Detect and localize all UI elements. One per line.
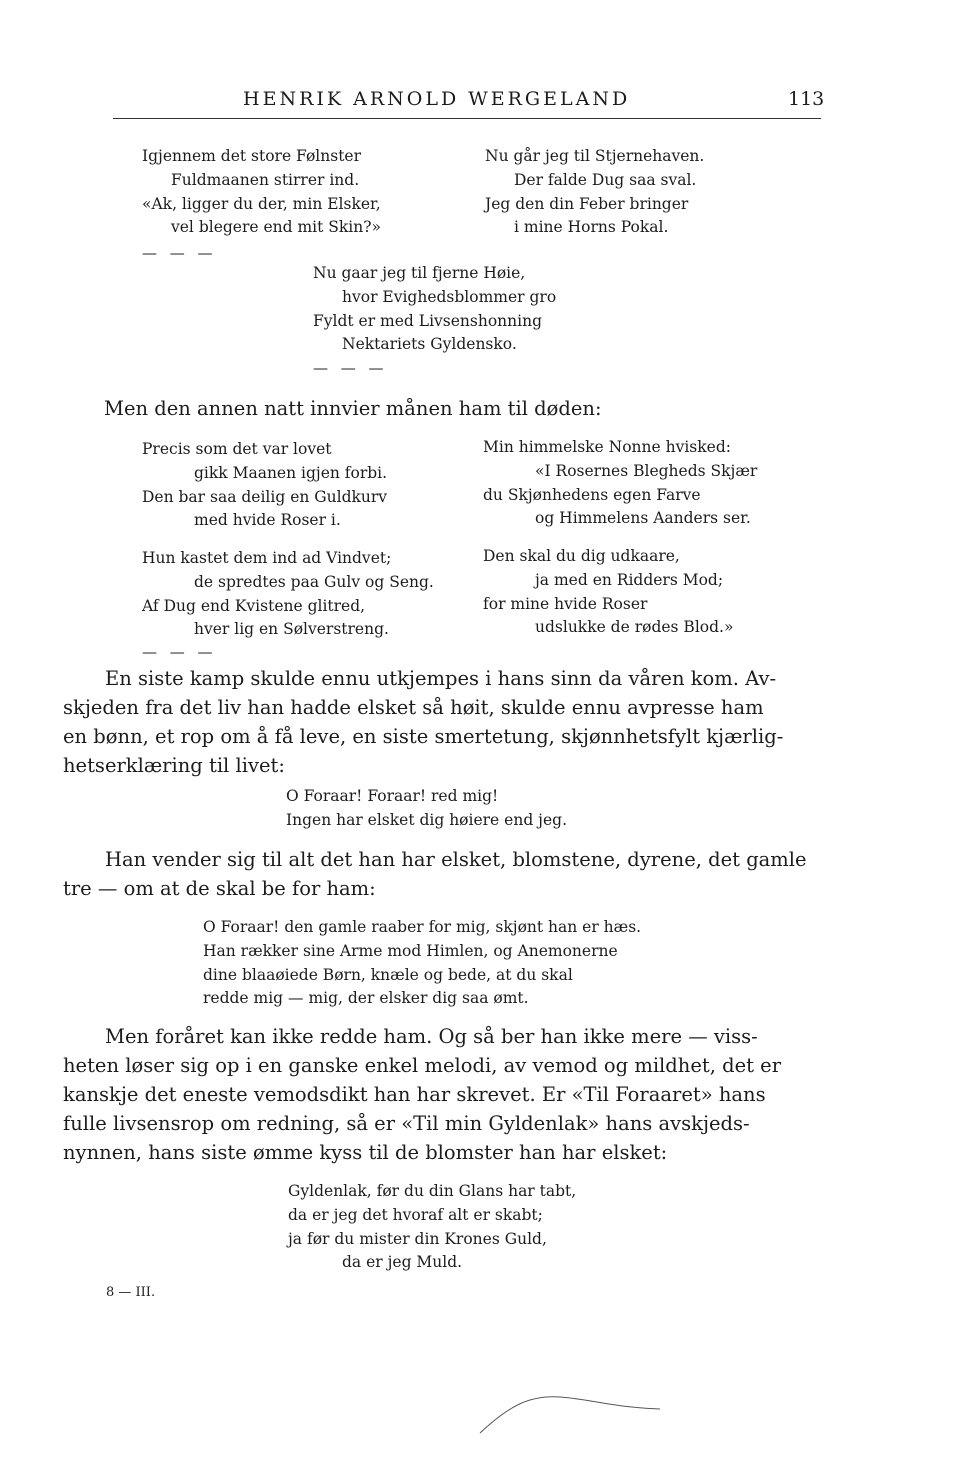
section-separator: — — —: [142, 244, 217, 262]
prose-line: skjeden fra det liv han hadde elsket så høit, skulde ennu avpresse ham: [63, 696, 764, 719]
prose-line: hetserklæring til livet:: [63, 754, 285, 777]
prose-paragraph-1: [104, 394, 602, 423]
verse-line: Fyldt er med Livsenshonning: [313, 311, 542, 330]
prose-line: fulle livsensrop om redning, så er «Til min Gyldenlak» hans avskjeds-: [63, 1112, 750, 1135]
poem5-stanza: [203, 916, 641, 1011]
prose-paragraph-2: [63, 664, 783, 780]
prose-line: tre — om at de skal be for ham:: [63, 877, 376, 900]
verse-line: Precis som det var lovet: [142, 440, 332, 458]
verse-line: hvor Evighedsblommer gro: [342, 287, 557, 306]
poem3-right-stanza-2: [483, 545, 733, 640]
header-rule: [113, 118, 821, 119]
verse-line: Igjennem det store Følnster: [142, 147, 362, 165]
prose-line: en bønn, et rop om å få leve, en siste smertetung, skjønnhetsfylt kjærlig-: [63, 725, 784, 748]
prose-line: Men den annen natt innvier månen ham til døden:: [104, 397, 602, 420]
verse-line: de spredtes paa Gulv og Seng.: [194, 572, 434, 591]
verse-line: ja før du mister din Krones Guld,: [288, 1229, 547, 1248]
pencil-mark: [470, 1385, 690, 1445]
verse-line: ja med en Ridders Mod;: [535, 570, 724, 589]
prose-line: heten løser sig op i en ganske enkel melodi, av vemod og mildhet, det er: [63, 1054, 782, 1077]
verse-line: da er jeg Muld.: [342, 1253, 463, 1272]
prose-line: En siste kamp skulde ennu utkjempes i hans sinn da våren kom. Av-: [105, 667, 777, 690]
verse-line: for mine hvide Roser: [483, 594, 648, 613]
signature-mark: 8 — III.: [106, 1285, 156, 1300]
verse-line: Ingen har elsket dig høiere end jeg.: [286, 810, 567, 829]
verse-line: Hun kastet dem ind ad Vindvet;: [142, 549, 392, 567]
verse-line: «I Rosernes Blegheds Skjær: [535, 461, 758, 480]
verse-line: i mine Horns Pokal.: [514, 218, 669, 237]
verse-line: Nu gaar jeg til fjerne Høie,: [313, 264, 526, 282]
verse-line: dine blaaøiede Børn, knæle og bede, at du skal: [203, 965, 573, 984]
prose-paragraph-4: [63, 1022, 781, 1167]
verse-line: «Ak, ligger du der, min Elsker,: [142, 194, 381, 213]
verse-line: gikk Maanen igjen forbi.: [194, 463, 388, 482]
prose-line: Han vender sig til alt det han har elsket, blomstene, dyrene, det gamle: [105, 848, 807, 871]
verse-line: O Foraar! den gamle raaber for mig, skjønt han er hæs.: [203, 918, 642, 936]
verse-line: du Skjønhedens egen Farve: [483, 485, 701, 504]
verse-line: Nektariets Gyldensko.: [342, 335, 517, 354]
running-header: HENRIK ARNOLD WERGELAND: [243, 88, 631, 110]
verse-line: Af Dug end Kvistene glitred,: [142, 596, 366, 615]
poem6-stanza: [288, 1180, 576, 1275]
verse-line: redde mig — mig, der elsker dig saa ømt.: [203, 989, 529, 1008]
verse-line: Min himmelske Nonne hvisked:: [483, 438, 731, 456]
verse-line: da er jeg det hvoraf alt er skabt;: [288, 1205, 543, 1224]
page-number: 113: [788, 88, 825, 110]
verse-line: Der falde Dug saa sval.: [514, 170, 697, 189]
verse-line: Den bar saa deilig en Guldkurv: [142, 487, 388, 506]
poem1-right-stanza: [485, 145, 704, 240]
verse-line: Den skal du dig udkaare,: [483, 547, 680, 565]
verse-line: vel blegere end mit Skin?»: [171, 218, 382, 237]
poem3-left-stanza-2: [142, 547, 434, 642]
verse-line: O Foraar! Foraar! red mig!: [286, 787, 499, 805]
poem1-left-stanza: [142, 145, 381, 240]
verse-line: Gyldenlak, før du din Glans har tabt,: [288, 1182, 577, 1200]
poem3-right-stanza-1: [483, 436, 757, 531]
verse-line: Han rækker sine Arme mod Himlen, og Anemonerne: [203, 941, 618, 960]
section-separator: — — —: [313, 359, 388, 377]
prose-paragraph-3: [63, 845, 807, 903]
poem3-left-stanza-1: [142, 438, 387, 533]
prose-line: Men foråret kan ikke redde ham. Og så ber han ikke mere — viss-: [105, 1025, 758, 1048]
verse-line: udslukke de rødes Blod.»: [535, 618, 734, 637]
verse-line: hver lig en Sølverstreng.: [194, 620, 389, 639]
section-separator: — — —: [142, 643, 217, 661]
verse-line: Jeg den din Feber bringer: [485, 194, 689, 213]
poem4-stanza: [286, 785, 567, 833]
verse-line: med hvide Roser i.: [194, 511, 341, 530]
verse-line: Nu går jeg til Stjernehaven.: [485, 147, 705, 165]
verse-line: Fuldmaanen stirrer ind.: [171, 170, 360, 189]
verse-line: og Himmelens Aanders ser.: [535, 509, 751, 528]
prose-line: kanskje det eneste vemodsdikt han har skrevet. Er «Til Foraaret» hans: [63, 1083, 766, 1106]
poem2-stanza: [313, 262, 556, 357]
prose-line: nynnen, hans siste ømme kyss til de blomster han har elsket:: [63, 1141, 668, 1164]
